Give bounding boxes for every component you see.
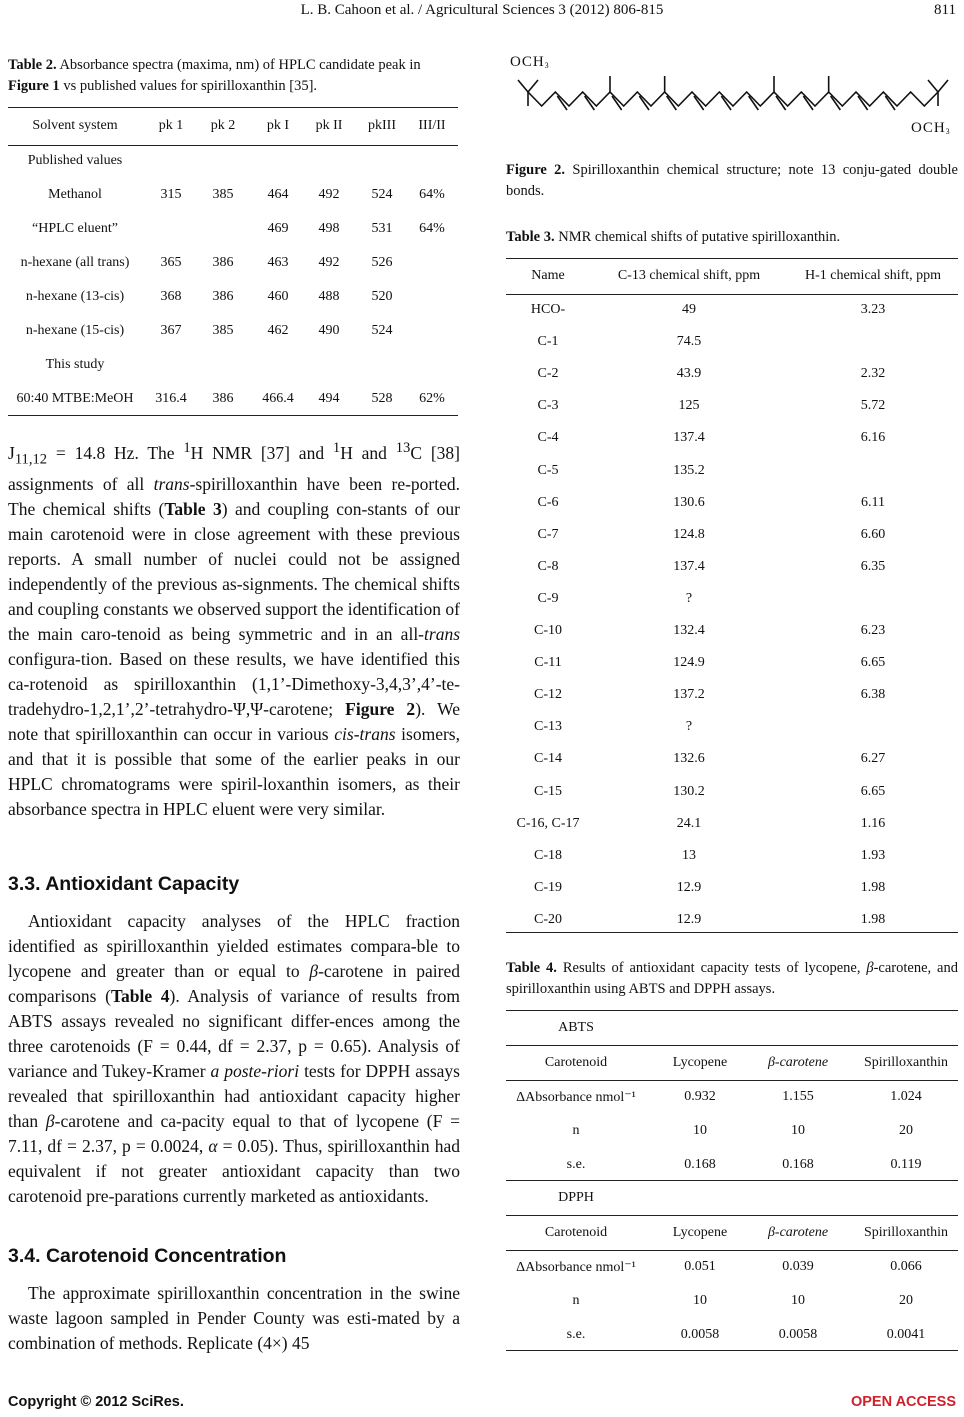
- table-rule: [506, 1180, 958, 1181]
- table2-cell: 367: [160, 323, 182, 338]
- table2-caption-text: Absorbance spectra (maxima, nm) of HPLC candidate peak in: [56, 57, 421, 73]
- table3-cell: 12.9: [676, 911, 702, 927]
- figure2-structure: [506, 50, 958, 150]
- table2-cell: 386: [212, 391, 234, 406]
- table4-cell: s.e.: [566, 1157, 586, 1172]
- table4-header-cell: Spirilloxanthin: [864, 1225, 948, 1240]
- terminal-methyl: [938, 80, 948, 92]
- table2-cell: n-hexane (13-cis): [25, 289, 125, 304]
- table2-cell: 498: [318, 221, 340, 236]
- table2-cell: 386: [212, 255, 234, 270]
- table3-cell: 130.2: [673, 783, 705, 799]
- table3-cell: 2.32: [860, 366, 886, 382]
- table4-cell: 10: [791, 1123, 805, 1138]
- table3-cell: 124.9: [673, 655, 705, 671]
- table4-header-cell: Spirilloxanthin: [864, 1055, 948, 1070]
- table3-cell: C-19: [534, 879, 562, 895]
- table4-cell: 0.039: [782, 1259, 814, 1274]
- table4-cell: s.e.: [566, 1327, 586, 1342]
- table4-cell: 1.024: [890, 1089, 922, 1104]
- table4-caption: [506, 958, 958, 1000]
- table-rule: [506, 294, 958, 295]
- table3: [506, 258, 958, 938]
- table3-cell: 6.16: [860, 430, 886, 446]
- table2-cell: 526: [371, 255, 393, 270]
- table2-cell: 490: [318, 323, 340, 338]
- table4-header-cell: Carotenoid: [544, 1055, 608, 1070]
- table4-cell: 10: [791, 1293, 805, 1308]
- table2-header-cell: Solvent system: [32, 118, 118, 133]
- table3-cell: 1.93: [860, 847, 886, 863]
- figure2-och3-top: $OCH_3$: [510, 54, 550, 70]
- table-rule: [8, 145, 458, 146]
- table3-cell: 6.35: [860, 558, 886, 574]
- table2-cell: n-hexane (15-cis): [25, 323, 125, 338]
- figure2-caption-text: Spirilloxanthin chemical structure; note 13 conju-gated double bonds.: [506, 162, 958, 199]
- table2: [8, 107, 458, 417]
- table3-cell: 132.4: [673, 623, 705, 638]
- table2-cell: “HPLC eluent”: [32, 221, 118, 236]
- table4-cell: 1.155: [782, 1089, 814, 1104]
- table2-cell: 463: [267, 255, 289, 270]
- table3-cell: C-14: [534, 751, 562, 767]
- table4-cell: 0.168: [782, 1157, 814, 1172]
- table4-cell: 20: [899, 1123, 913, 1138]
- table4: [506, 1010, 958, 1355]
- table2-cell: 464: [267, 187, 289, 202]
- table2-header-cell: pk 1: [158, 118, 184, 133]
- table2-cell: 528: [371, 391, 393, 406]
- table3-cell: C-6: [537, 494, 559, 510]
- table3-header-cell: H-1 chemical shift, ppm: [804, 268, 942, 283]
- table2-caption: [8, 55, 460, 97]
- table3-cell: C-11: [534, 655, 562, 671]
- table4-header-cell: Carotenoid: [544, 1225, 608, 1240]
- table3-cell: C-12: [534, 687, 562, 703]
- table3-cell: 130.6: [673, 494, 705, 510]
- table2-header-cell: III/II: [418, 118, 446, 133]
- table-rule: [506, 1250, 958, 1251]
- table4-cell: 20: [899, 1293, 913, 1308]
- table2-cell: 460: [267, 289, 289, 304]
- running-head: L. B. Cahoon et al. / Agricultural Sciences 3 (2012) 806-815: [300, 2, 664, 18]
- footer-open-access: OPEN ACCESS: [850, 1394, 956, 1410]
- table2-cell: 462: [267, 323, 289, 338]
- table-rule: [506, 1080, 958, 1081]
- table2-cell: Methanol: [48, 187, 102, 202]
- section-3-3-heading: 3.3. Antioxidant Capacity: [8, 873, 240, 895]
- figure2-caption: [506, 160, 958, 202]
- table3-cell: 132.6: [673, 751, 705, 767]
- body-left-3: [8, 1281, 460, 1356]
- table4-cell: ΔAbsorbance nmol⁻¹: [516, 1090, 636, 1105]
- page-number: 811: [934, 2, 956, 18]
- table4-cell: ΔAbsorbance nmol⁻¹: [516, 1260, 636, 1275]
- table3-cell: C-9: [537, 590, 559, 606]
- table3-cell: 6.23: [860, 623, 886, 638]
- table2-header-cell: pk 2: [210, 118, 236, 133]
- table3-cell: 5.72: [860, 398, 886, 414]
- table2-cell: 62%: [419, 391, 445, 406]
- table4-caption-text: Results of antioxidant capacity tests of lycopene, β-carotene, and spirilloxanthin using ABTS and DPPH assays.: [506, 960, 958, 997]
- table3-cell: HCO-: [530, 302, 566, 317]
- table-rule: [506, 1215, 958, 1216]
- table4-assay-label: DPPH: [558, 1190, 594, 1205]
- paragraph-antioxidant: Antioxidant capacity analyses of the HPLC fraction identified as spirilloxanthin yielded estimates compara-ble to lycopene and greater than or equal to β-carotene in paired comparisons (Table 4). Analysis of variance of results from ABTS assays revealed no significant differ-ences among the three carotenoids (F = 0.44, df = 2.37, p = 0.65). Analysis of variance and Tukey-Kramer a poste-riori tests for DPPH assays revealed that spirilloxanthin had antioxidant capacity higher than β-carotene and ca-pacity equal to that of lycopene (F = 7.11, df = 2.37, p = 0.0024, α = 0.05). Thus, spirilloxanthin had equivalent if not greater antioxidant capacity than two carotenoid pre-parations currently marketed as antioxidants.: [8, 911, 460, 1206]
- table4-header-cell: β-carotene: [767, 1225, 829, 1240]
- table2-cell: 531: [371, 221, 393, 236]
- table-rule: [506, 258, 958, 259]
- table4-cell: 0.932: [684, 1089, 716, 1104]
- table4-cell: 10: [693, 1123, 707, 1138]
- table-rule: [506, 1045, 958, 1046]
- table2-cell: 385: [212, 187, 234, 202]
- terminal-methyl: [928, 80, 938, 92]
- table3-cell: C-2: [537, 366, 559, 382]
- table4-cell: 0.119: [890, 1157, 922, 1172]
- table3-cell: C-5: [537, 462, 559, 478]
- table3-cell: 3.23: [860, 302, 886, 317]
- table3-cell: C-3: [537, 398, 559, 414]
- table2-cell: 64%: [419, 187, 445, 202]
- table2-cell: 60:40 MTBE:MeOH: [16, 391, 134, 406]
- table4-cell: 0.0058: [680, 1327, 720, 1342]
- table2-caption-fig: Figure 1: [8, 78, 60, 94]
- spirilloxanthin-structure-svg: [506, 50, 958, 150]
- table4-caption-label: Table 4.: [506, 960, 557, 976]
- table3-cell: 6.65: [860, 783, 886, 799]
- table4-cell: 0.0058: [778, 1327, 818, 1342]
- table3-caption: [506, 227, 958, 248]
- table3-cell: ?: [685, 719, 693, 735]
- figure2-och3-bottom: $OCH_3$: [911, 120, 951, 136]
- table3-cell: C-10: [534, 623, 562, 638]
- table-rule: [506, 1350, 958, 1351]
- table2-cell: 524: [371, 323, 393, 338]
- table4-cell: 0.066: [890, 1259, 922, 1274]
- table-rule: [8, 107, 458, 108]
- table2-cell: 520: [371, 289, 393, 304]
- table2-cell: 466.4: [262, 391, 294, 406]
- table2-cell: 316.4: [155, 391, 187, 406]
- table3-cell: 1.98: [860, 879, 886, 895]
- table2-cell: 368: [160, 289, 182, 304]
- table2-caption-tail: vs published values for spirilloxanthin [35].: [59, 78, 318, 94]
- table4-header-cell: Lycopene: [672, 1055, 728, 1070]
- table2-header-cell: pk I: [266, 118, 290, 133]
- table3-cell: C-1: [537, 334, 559, 350]
- table3-cell: C-20: [534, 911, 562, 927]
- table2-cell: 64%: [419, 221, 445, 236]
- table2-cell: 385: [212, 323, 234, 338]
- table3-caption-label: Table 3.: [506, 229, 555, 245]
- table3-cell: 74.5: [676, 334, 702, 350]
- table3-cell: 137.4: [673, 558, 705, 574]
- table-rule: [506, 932, 958, 933]
- table3-cell: C-15: [534, 783, 562, 799]
- paragraph-concentration: The approximate spirilloxanthin concentration in the swine waste lagoon sampled in Pender County was esti-mated by a combination of methods. Replicate (4×) 45: [8, 1283, 460, 1353]
- table2-cell: 494: [318, 391, 340, 406]
- table3-header-cell: Name: [531, 268, 565, 283]
- table3-cell: 137.2: [673, 687, 705, 703]
- table3-cell: 13: [682, 847, 696, 863]
- table3-cell: 12.9: [676, 879, 702, 895]
- table2-cell: 524: [371, 187, 393, 202]
- table3-cell: 135.2: [673, 462, 705, 478]
- table-rule: [8, 415, 458, 416]
- table2-header-cell: pkIII: [368, 118, 396, 133]
- table3-header-cell: C-13 chemical shift, ppm: [617, 268, 761, 283]
- table3-cell: 6.60: [860, 526, 886, 542]
- table2-cell: 488: [318, 289, 340, 304]
- table2-header-cell: pk II: [315, 118, 343, 133]
- table2-caption-label: Table 2.: [8, 57, 57, 73]
- table2-cell: 315: [160, 187, 182, 202]
- table2-cell: This study: [45, 357, 105, 372]
- table2-cell: n-hexane (all trans): [20, 255, 130, 270]
- table3-cell: 49: [682, 302, 696, 317]
- terminal-methyl: [518, 80, 528, 92]
- table3-cell: 124.8: [673, 526, 705, 542]
- body-left: [8, 436, 460, 822]
- table3-caption-text: NMR chemical shifts of putative spirilloxanthin.: [554, 229, 841, 245]
- table3-cell: C-13: [534, 719, 562, 735]
- table3-cell: 24.1: [676, 815, 702, 831]
- table3-cell: ?: [685, 590, 693, 606]
- table3-cell: C-4: [537, 430, 559, 446]
- table3-cell: 6.11: [861, 494, 885, 510]
- table3-cell: 1.16: [860, 815, 886, 831]
- table4-cell: 0.0041: [886, 1327, 926, 1342]
- table4-cell: 0.051: [684, 1259, 716, 1274]
- table4-header-cell: β-carotene: [767, 1055, 829, 1070]
- table2-cell: 386: [212, 289, 234, 304]
- table3-cell: 137.4: [673, 430, 705, 446]
- table2-cell: 492: [318, 255, 340, 270]
- table3-cell: 6.65: [860, 655, 886, 671]
- table4-cell: 10: [693, 1293, 707, 1308]
- footer-copyright: Copyright © 2012 SciRes.: [8, 1394, 184, 1410]
- table4-cell: 0.168: [684, 1157, 716, 1172]
- table3-cell: C-7: [537, 526, 559, 542]
- section-3-4-heading: 3.4. Carotenoid Concentration: [8, 1245, 287, 1267]
- table-rule: [506, 1010, 958, 1011]
- table3-cell: C-8: [537, 558, 559, 574]
- table3-cell: 6.38: [860, 687, 886, 703]
- table3-cell: C-16, C-17: [516, 815, 580, 831]
- table3-cell: 6.27: [860, 751, 886, 767]
- table3-cell: C-18: [534, 847, 562, 863]
- table3-cell: 125: [678, 398, 700, 414]
- figure2-caption-label: Figure 2.: [506, 162, 566, 178]
- body-left-2: [8, 909, 460, 1209]
- paragraph-nmr: $J_{11,12} = 14.8$ Hz. The $^1$H NMR [37] and $^1$H and $^{13}$C [38] assignments of all trans-spirilloxanthin have been re-ported. The chemical shifts (Table 3) and coupling con-stants of our main carotenoid were in close agreement with these previous reports. A small number of nuclei could not be assigned independently of the previous as-signments. The chemical shifts and coupling constants we observed support the identification of the main caro-tenoid as being symmetric and in an all-trans configura-tion. Based on these results, we have identified this ca-rotenoid as spirilloxanthin (1,1’-Dimethoxy-3,4,3’,4’-te-tradehydro-1,2,1’,2’-tetrahydro-Ψ,Ψ-carotene; Figure 2). We note that spirilloxanthin can occur in various cis-trans isomers, and that it is possible that some of the earlier peaks in our HPLC chromatograms were spiril-loxanthin isomers, as their absorbance spectra in HPLC eluent were very similar.: [8, 440, 460, 820]
- table2-cell: 469: [267, 221, 289, 236]
- table2-cell: Published values: [27, 153, 123, 168]
- table2-cell: 365: [160, 255, 182, 270]
- terminal-methyl: [528, 80, 538, 92]
- table4-header-cell: Lycopene: [672, 1225, 728, 1240]
- table2-cell: 492: [318, 187, 340, 202]
- table3-cell: 43.9: [676, 366, 702, 382]
- table4-cell: n: [572, 1293, 580, 1308]
- table3-cell: 1.98: [860, 911, 886, 927]
- table4-assay-label: ABTS: [558, 1020, 594, 1035]
- table4-cell: n: [572, 1123, 580, 1138]
